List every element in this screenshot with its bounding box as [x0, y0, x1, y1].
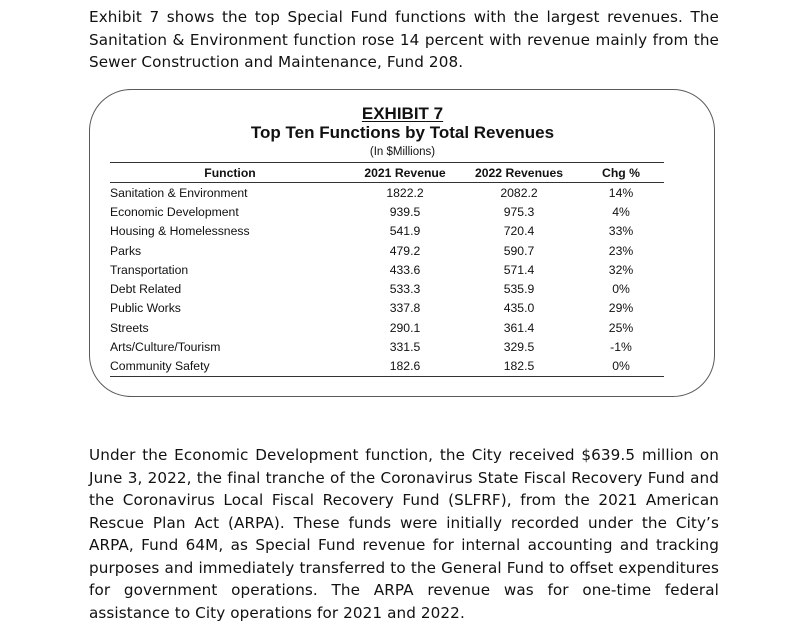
column-header-2021-revenue: 2021 Revenue [350, 163, 460, 183]
revenue-2022-cell: 2082.2 [500, 185, 538, 200]
revenue-2021-cell: 479.2 [389, 243, 421, 258]
revenue-2021-cell: 1822.2 [386, 185, 424, 200]
exhibit-label: EXHIBIT 7 [361, 104, 444, 123]
change-pct-cell: 0% [578, 357, 664, 377]
change-pct-cell: 25% [608, 320, 634, 335]
function-cell: Transportation [110, 262, 189, 277]
change-pct-cell: 0% [612, 282, 630, 297]
change-pct-cell: 23% [608, 243, 634, 258]
table-row [110, 318, 664, 337]
table-row [110, 241, 664, 260]
revenue-2022-cell: 361.4 [503, 320, 535, 335]
function-cell: Arts/Culture/Tourism [110, 340, 221, 355]
revenue-2022-cell: 720.4 [503, 224, 535, 239]
column-header-2022-revenues: 2022 Revenues [460, 163, 578, 183]
table-row [110, 260, 664, 279]
revenue-2021-cell: 533.3 [389, 282, 421, 297]
revenue-2022-cell: 535.9 [503, 282, 535, 297]
function-cell: Community Safety [110, 357, 350, 377]
revenue-2022-cell: 329.5 [503, 340, 535, 355]
function-cell: Housing & Homelessness [110, 224, 250, 239]
revenue-2021-cell: 182.6 [350, 357, 460, 377]
revenue-table [110, 162, 664, 377]
function-cell: Sanitation & Environment [110, 185, 248, 200]
intro-paragraph: Exhibit 7 shows the top Special Fund functions with the largest revenues. The Sanitation & Environment function rose 14 percent with revenue mainly from the Sewer Construction and Maintenance, Fund 208. [89, 8, 719, 71]
revenue-2021-cell: 939.5 [389, 204, 421, 219]
table-row [110, 202, 664, 221]
function-cell: Debt Related [110, 282, 182, 297]
change-pct-cell: -1% [610, 340, 632, 355]
function-cell: Streets [110, 320, 149, 335]
revenue-2022-cell: 435.0 [503, 301, 535, 316]
change-pct-cell: 29% [608, 301, 634, 316]
revenue-2021-cell: 541.9 [389, 224, 421, 239]
revenue-2021-cell: 290.1 [389, 320, 421, 335]
revenue-2022-cell: 571.4 [503, 262, 535, 277]
function-cell: Parks [110, 243, 142, 258]
exhibit-units: (In $Millions) [369, 146, 436, 158]
revenue-2021-cell: 331.5 [389, 340, 421, 355]
table-row [110, 279, 664, 298]
table-row [110, 337, 664, 356]
change-pct-cell: 33% [608, 224, 634, 239]
column-header-chg-pct: Chg % [578, 163, 664, 183]
change-pct-cell: 4% [612, 204, 630, 219]
table-row [110, 222, 664, 241]
revenue-2022-cell: 590.7 [503, 243, 535, 258]
revenue-2021-cell: 337.8 [389, 301, 421, 316]
table-row [110, 357, 664, 377]
function-cell: Public Works [110, 301, 181, 316]
revenue-2021-cell: 433.6 [389, 262, 421, 277]
change-pct-cell: 32% [608, 262, 634, 277]
table-row [110, 183, 664, 203]
table-header-row [110, 163, 664, 183]
column-header-function: Function [110, 163, 350, 183]
body-paragraph: Under the Economic Development function, the City received $639.5 million on June 3, 2022, the final tranche of the Coronavirus State Fiscal Recovery Fund and the Coronavirus Local Fiscal Recovery Fund (SLFRF), from the 2021 American Rescue Plan Act (ARPA). These funds were initially recorded under the City’s ARPA, Fund 64M, as Special Fund revenue for internal accounting and tracking purposes and immediately transferred to the General Fund to offset expenditures for government operations. The ARPA revenue was for one-time federal assistance to City operations for 2021 and 2022. [89, 446, 719, 622]
exhibit-title: Top Ten Functions by Total Revenues [250, 123, 555, 142]
revenue-2022-cell: 975.3 [503, 204, 535, 219]
revenue-2022-cell: 182.5 [460, 357, 578, 377]
table-row [110, 299, 664, 318]
change-pct-cell: 14% [608, 185, 634, 200]
function-cell: Economic Development [110, 204, 239, 219]
